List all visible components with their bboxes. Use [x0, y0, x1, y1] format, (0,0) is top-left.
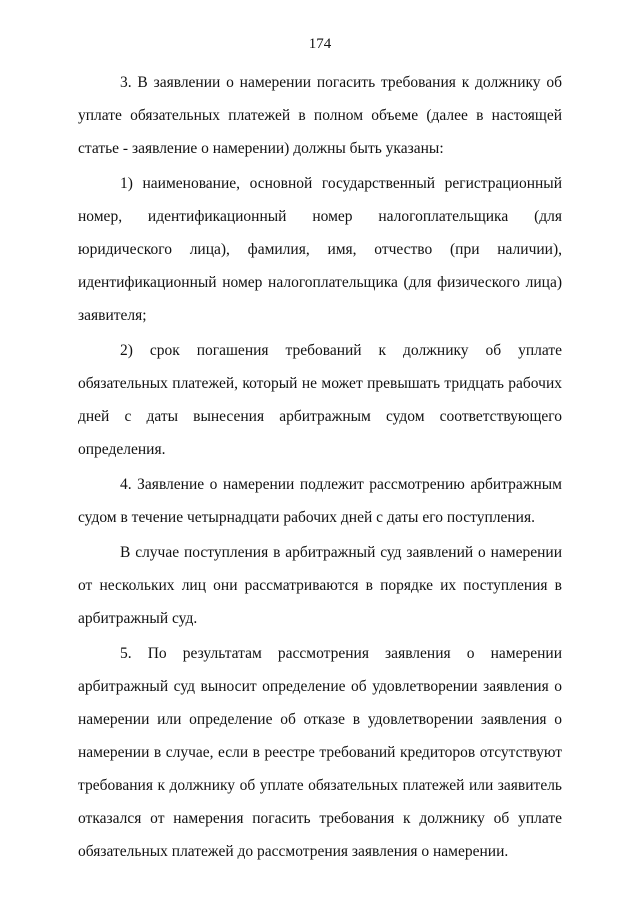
- page-number: 174: [308, 36, 332, 52]
- document-body: [78, 66, 562, 868]
- paragraph-section-5: 5. По результатам рассмотрения заявления о намерении арбитражный суд выносит определение об удовлетворении заявления о намерении или определение об отказе в удовлетворении заявления о намерении в случае, если в реестре требований кредиторов отсутствуют требования к должнику об уплате обязательных платежей или заявитель отказался от намерения погасить требования к должнику об уплате обязательных платежей до рассмотрения заявления о намерении.: [78, 645, 562, 860]
- paragraph-multiple-applicants: В случае поступления в арбитражный суд заявлений о намерении от нескольких лиц они рассматриваются в порядке их поступления в арбитражный суд.: [78, 544, 562, 627]
- paragraph-item-2: 2) срок погашения требований к должнику об уплате обязательных платежей, который не может превышать тридцать рабочих дней с даты вынесения арбитражным судом соответствующего определения.: [78, 342, 562, 458]
- paragraph-section-3: 3. В заявлении о намерении погасить требования к должнику об уплате обязательных платежей в полном объеме (далее в настоящей статье - заявление о намерении) должны быть указаны:: [78, 74, 562, 157]
- paragraph-section-4: 4. Заявление о намерении подлежит рассмотрению арбитражным судом в течение четырнадцати рабочих дней с даты его поступления.: [78, 476, 562, 526]
- paragraph-item-1: 1) наименование, основной государственный регистрационный номер, идентификационный номер налогоплательщика (для юридического лица), фамилия, имя, отчество (при наличии), идентификационный номер налогоплательщика (для физического лица) заявителя;: [78, 175, 562, 324]
